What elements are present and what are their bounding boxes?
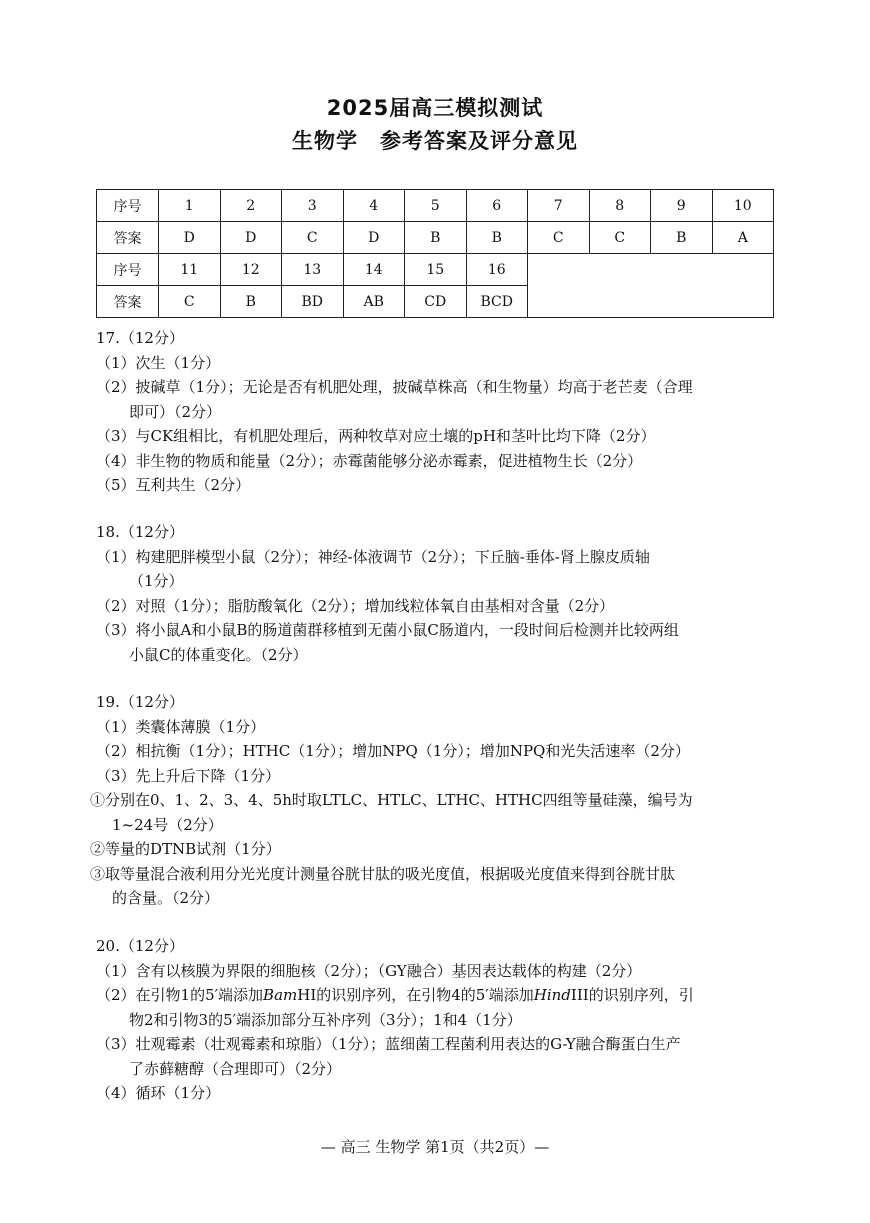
question-header: 19.（12分） <box>96 693 184 711</box>
row-label-answer: 答案 <box>97 222 159 254</box>
answer-line <box>96 983 786 1008</box>
question-number: 3 <box>282 190 344 222</box>
answer-line: ②等量的DTNB试剂（1分） <box>90 840 281 858</box>
page-subtitle <box>0 125 870 155</box>
answer-line: （5）互利共生（2分） <box>96 476 251 494</box>
enzyme-name-italic: Hind <box>533 986 571 1004</box>
answer-table <box>96 189 774 318</box>
row-label-number: 序号 <box>97 254 159 286</box>
question-header: 17.（12分） <box>96 329 184 347</box>
question-number: 5 <box>405 190 467 222</box>
answer-line: （2）相抗衡（1分）；HTHC（1分）；增加NPQ（1分）；增加NPQ和光失活速率（2分） <box>96 742 690 760</box>
answer-cell: C <box>282 222 344 254</box>
question-header: 20.（12分） <box>96 937 184 955</box>
question-18 <box>96 520 786 667</box>
answer-cell: B <box>466 222 528 254</box>
question-17 <box>96 326 786 498</box>
question-number: 14 <box>343 254 405 286</box>
question-header: 18.（12分） <box>96 523 184 541</box>
question-number: 15 <box>405 254 467 286</box>
question-number: 6 <box>466 190 528 222</box>
answer-line-continued: 1~24号（2分） <box>112 815 223 834</box>
answer-line-continued: 的含量。（2分） <box>112 889 220 907</box>
answer-line: （1）类囊体薄膜（1分） <box>96 717 266 736</box>
page-footer: — 高三 生物学 第1页（共2页）— <box>320 1138 550 1156</box>
row-label-answer: 答案 <box>97 286 159 318</box>
answer-line: （3）先上升后下降（1分） <box>96 766 281 785</box>
answer-cell: BD <box>282 286 344 318</box>
answer-line-continued: 物2和引物3的5′端添加部分互补序列（3分）；1和4（1分） <box>129 1010 522 1029</box>
answer-line: （3）壮观霉素（壮观霉素和琼脂）（1分）；蓝细菌工程菌利用表达的G-Y融合酶蛋白生产 <box>96 1035 681 1053</box>
answer-cell: C <box>589 222 651 254</box>
answer-cell: C <box>528 222 590 254</box>
row-label-number: 序号 <box>97 190 159 222</box>
answer-line-continued: 了赤藓糖醇（合理即可）（2分） <box>129 1059 342 1078</box>
answer-line-continued: 小鼠C的体重变化。（2分） <box>129 645 308 664</box>
question-number: 4 <box>343 190 405 222</box>
question-number: 7 <box>528 190 590 222</box>
table-row <box>97 254 774 286</box>
answer-line: ①分别在0、1、2、3、4、5h时取LTLC、HTLC、LTHC、HTHC四组等量硅藻，编号为 <box>90 791 693 809</box>
answer-line: ③取等量混合液利用分光光度计测量谷胱甘肽的吸光度值，根据吸光度值来得到谷胱甘肽 <box>90 864 676 883</box>
text-run: III的识别序列，引 <box>570 986 694 1004</box>
answer-line: （4）循环（1分） <box>96 1084 221 1102</box>
answer-cell: A <box>712 222 774 254</box>
answer-cell: D <box>220 222 282 254</box>
answer-cell: CD <box>405 286 467 318</box>
empty-cell <box>528 254 774 318</box>
question-number: 10 <box>712 190 774 222</box>
question-number: 9 <box>651 190 713 222</box>
answer-line: （1）构建肥胖模型小鼠（2分）；神经-体液调节（2分）；下丘脑-垂体-肾上腺皮质轴 <box>96 547 650 566</box>
text-run: （2）在引物1的5′端添加 <box>96 986 264 1004</box>
answer-line: （2）对照（1分）；脂肪酸氧化（2分）；增加线粒体氧自由基相对含量（2分） <box>96 596 615 615</box>
answer-cell: D <box>343 222 405 254</box>
answer-line: （1）次生（1分） <box>96 353 221 372</box>
answer-cell: B <box>220 286 282 318</box>
answer-cell: B <box>651 222 713 254</box>
enzyme-name-italic: Bam <box>263 986 298 1004</box>
answer-line: （1）含有以核膜为界限的细胞核（2分）；（GY融合）基因表达载体的构建（2分） <box>96 961 642 980</box>
text-run: HI的识别序列，在引物4的5′端添加 <box>297 986 534 1004</box>
question-number: 2 <box>220 190 282 222</box>
answer-cell: B <box>405 222 467 254</box>
question-19 <box>90 690 786 911</box>
answer-cell: D <box>159 222 221 254</box>
subtitle-rest: 参考答案及评分意见 <box>380 129 578 153</box>
question-number: 13 <box>282 254 344 286</box>
answer-line: （3）与CK组相比，有机肥处理后，两种牧草对应土壤的pH和茎叶比均下降（2分） <box>96 427 656 445</box>
table-row <box>97 222 774 254</box>
question-number: 12 <box>220 254 282 286</box>
answer-cell: C <box>159 286 221 318</box>
answer-cell: AB <box>343 286 405 318</box>
question-number: 8 <box>589 190 651 222</box>
answer-cell: BCD <box>466 286 528 318</box>
subject-name: 生物学 <box>292 129 358 153</box>
answer-line: （2）披碱草（1分）；无论是否有机肥处理，披碱草株高（和生物量）均高于老芒麦（合理 <box>96 378 693 396</box>
question-number: 16 <box>466 254 528 286</box>
page-title: 2025届高三模拟测试 <box>326 96 544 120</box>
answer-line: （4）非生物的物质和能量（2分）；赤霉菌能够分泌赤霉素，促进植物生长（2分） <box>96 451 643 470</box>
question-20 <box>96 934 786 1106</box>
answer-line-continued: （1分） <box>129 572 184 590</box>
answer-line: （3）将小鼠A和小鼠B的肠道菌群移植到无菌小鼠C肠道内，一段时间后检测并比较两组 <box>96 621 679 639</box>
question-number: 11 <box>159 254 221 286</box>
answer-line-continued: 即可）（2分） <box>129 402 222 421</box>
question-number: 1 <box>159 190 221 222</box>
table-row <box>97 190 774 222</box>
